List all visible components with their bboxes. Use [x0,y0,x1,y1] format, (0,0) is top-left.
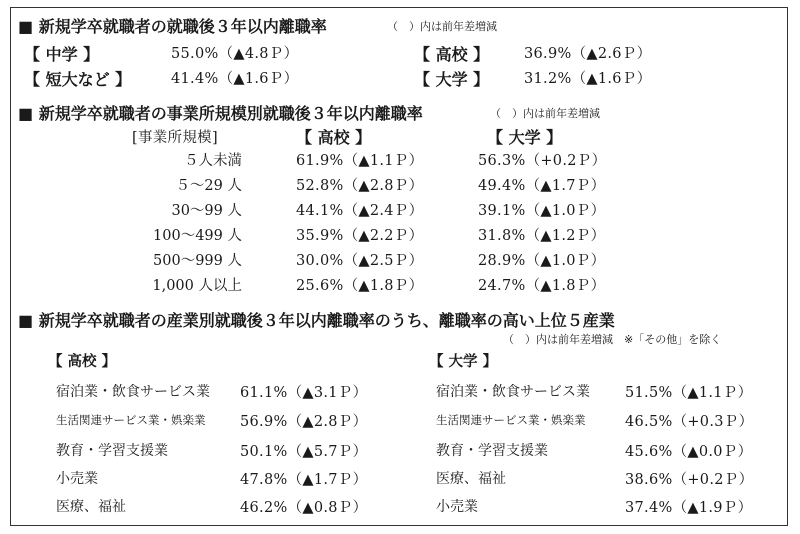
section3-title: ■ 新規学卒就職者の産業別就職後３年以内離職率のうち、離職率の高い上位５産業 [18,311,615,330]
industry-value: 61.1%（▲3.1Ｐ） [240,385,368,401]
section2-note: （ ）内は前年差増減 [490,107,600,120]
size-hs-value: 30.0%（▲2.5Ｐ） [296,253,424,269]
size-hs-value: 44.1%（▲2.4Ｐ） [296,203,424,219]
section3-note: （ ）内は前年差増減 ※「その他」を除く [503,333,722,346]
value-middle-school: 55.0%（▲4.8Ｐ） [171,46,299,62]
industry-name: 教育・学習支援業 [436,443,548,459]
size-hs-value: 25.6%（▲1.8Ｐ） [296,278,424,294]
industry-name: 小売業 [436,499,478,515]
size-hs-value: 35.9%（▲2.2Ｐ） [296,228,424,244]
size-univ-value: 39.1%（▲1.0Ｐ） [478,203,606,219]
industry-value: 38.6%（+0.2Ｐ） [625,472,754,488]
industry-name: 小売業 [56,471,98,487]
industry-name: 教育・学習支援業 [56,443,168,459]
industry-value: 56.9%（▲2.8Ｐ） [240,414,368,430]
label-middle-school: 【 中学 】 [24,45,100,64]
industry-value: 46.5%（+0.3Ｐ） [625,414,754,430]
industry-value: 47.8%（▲1.7Ｐ） [240,472,368,488]
industry-value: 46.2%（▲0.8Ｐ） [240,500,368,516]
col-header-size: [事業所規模] [132,130,218,146]
size-univ-value: 49.4%（▲1.7Ｐ） [478,178,606,194]
industry-value: 37.4%（▲1.9Ｐ） [625,500,753,516]
col-header-high-school: 【 高校 】 [296,128,372,147]
industry-name: 医療、福祉 [56,499,126,515]
size-label: ５人未満 [184,153,242,169]
size-label: 1,000 人以上 [152,278,242,294]
size-univ-value: 56.3%（+0.2Ｐ） [478,153,607,169]
label-university: 【 大学 】 [414,70,490,89]
industry-value: 50.1%（▲5.7Ｐ） [240,444,368,460]
industry-name: 生活関連サービス業・娯楽業 [56,413,206,427]
size-univ-value: 31.8%（▲1.2Ｐ） [478,228,606,244]
size-hs-value: 61.9%（▲1.1Ｐ） [296,153,424,169]
size-univ-value: 28.9%（▲1.0Ｐ） [478,253,606,269]
size-label: 30～99 人 [171,203,242,219]
industry-name: 宿泊業・飲食サービス業 [436,384,590,400]
label-high-school: 【 高校 】 [414,45,490,64]
industry-hs-header: 【 高校 】 [48,354,117,370]
industry-name: 生活関連サービス業・娯楽業 [436,413,586,427]
industry-value: 51.5%（▲1.1Ｐ） [625,385,753,401]
industry-name: 宿泊業・飲食サービス業 [56,384,210,400]
size-univ-value: 24.7%（▲1.8Ｐ） [478,278,606,294]
size-label: 100～499 人 [153,228,242,244]
industry-value: 45.6%（▲0.0Ｐ） [625,444,753,460]
value-high-school: 36.9%（▲2.6Ｐ） [524,46,652,62]
section1-title: ■ 新規学卒就職者の就職後３年以内離職率 [18,17,327,36]
industry-name: 医療、福祉 [436,471,506,487]
size-label: ５～29 人 [175,178,242,194]
size-hs-value: 52.8%（▲2.8Ｐ） [296,178,424,194]
label-junior-college: 【 短大など 】 [24,70,132,89]
industry-univ-header: 【 大学 】 [429,354,498,370]
value-junior-college: 41.4%（▲1.6Ｐ） [171,71,299,87]
section2-title: ■ 新規学卒就職者の事業所規模別就職後３年以内離職率 [18,104,423,123]
value-university: 31.2%（▲1.6Ｐ） [524,71,652,87]
col-header-university: 【 大学 】 [487,128,563,147]
size-label: 500～999 人 [153,253,242,269]
section1-note: （ ）内は前年差増減 [387,20,497,33]
